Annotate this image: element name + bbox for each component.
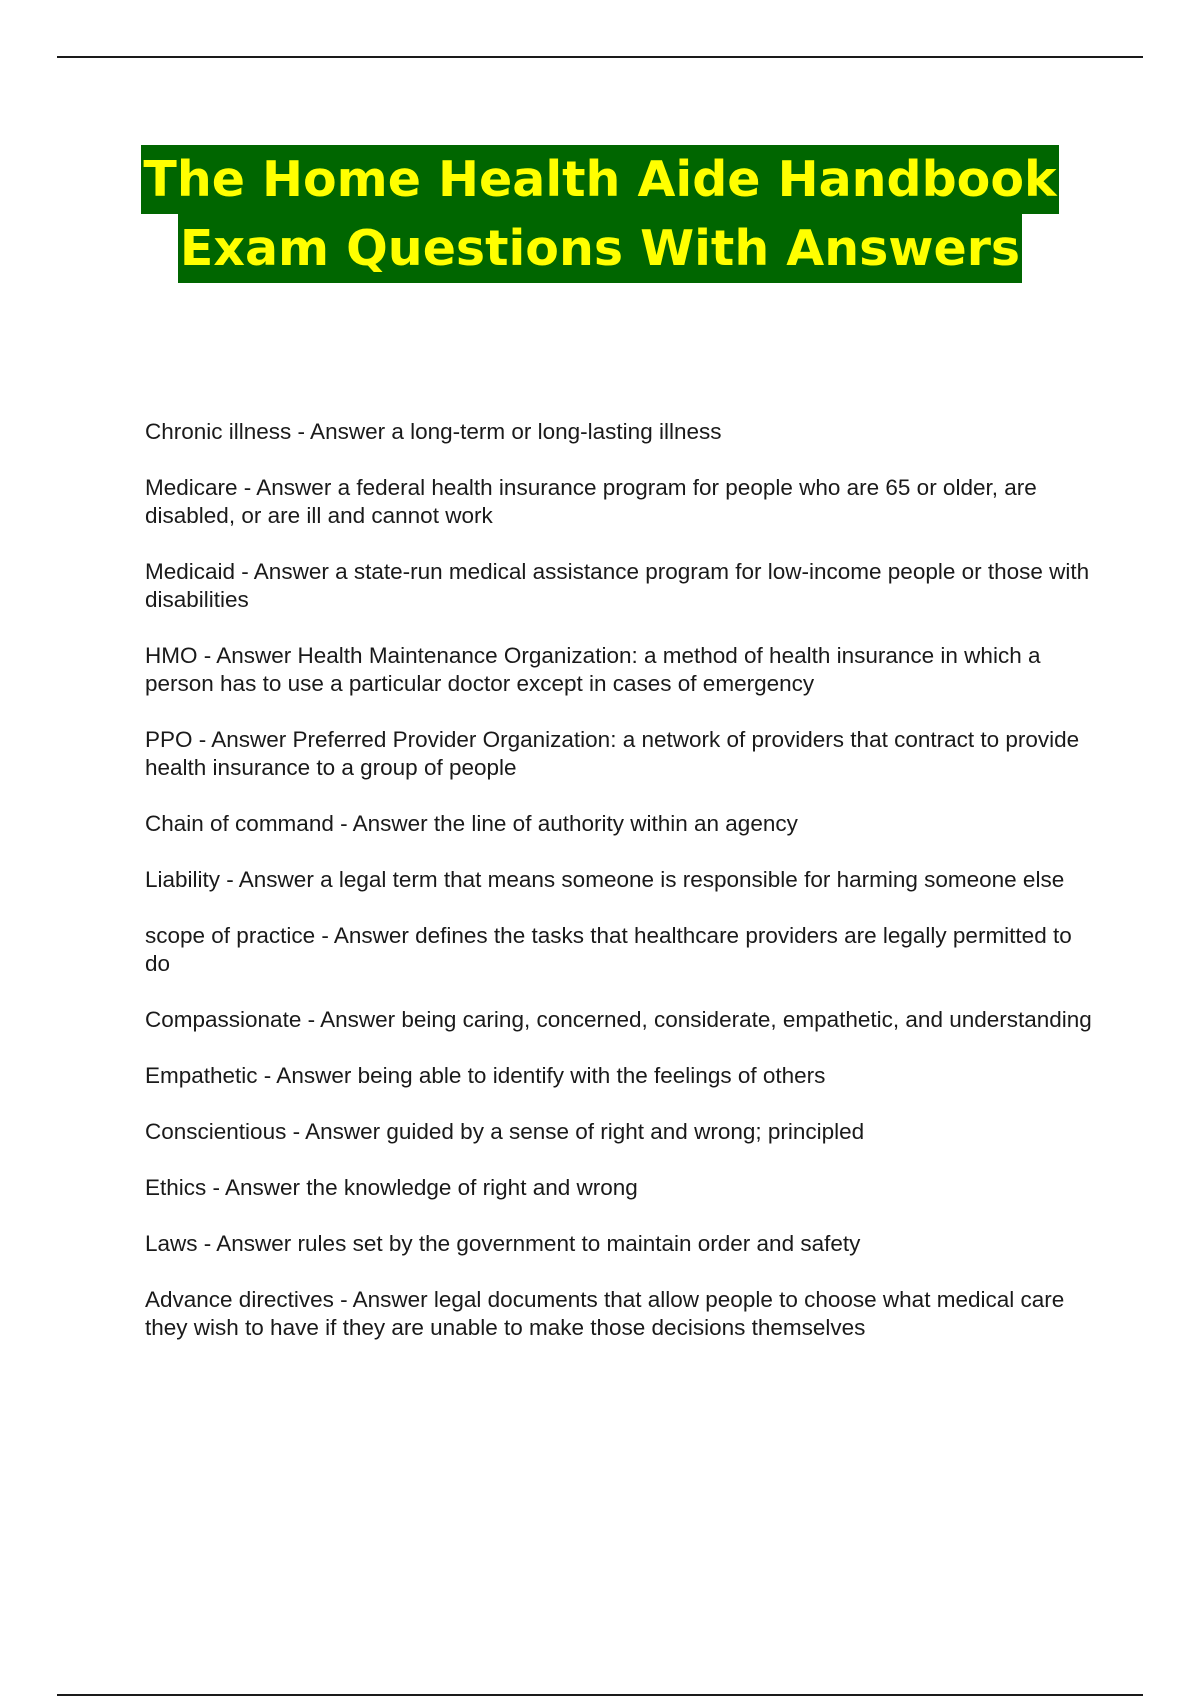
- qa-entry-scope-of-practice: scope of practice - Answer defines the tasks that healthcare providers are legally permitted to do: [145, 923, 1072, 976]
- qa-entry-hmo: HMO - Answer Health Maintenance Organization: a method of health insurance in which a person has to use a particular doctor except in cases of emergency: [145, 643, 1041, 696]
- top-rule: [57, 56, 1143, 58]
- document-title: [0, 145, 1200, 283]
- qa-entry-ethics: Ethics - Answer the knowledge of right and wrong: [145, 1175, 638, 1200]
- qa-entry-ppo: PPO - Answer Preferred Provider Organization: a network of providers that contract to provide health insurance to a group of people: [145, 727, 1080, 780]
- qa-entry-medicare: Medicare - Answer a federal health insurance program for people who are 65 or older, are disabled, or are ill and cannot work: [145, 475, 1037, 528]
- qa-entry-advance-directives: Advance directives - Answer legal documents that allow people to choose what medical care they wish to have if they are unable to make those decisions themselves: [145, 1287, 1065, 1340]
- qa-entry-medicaid: Medicaid - Answer a state-run medical assistance program for low-income people or those with disabilities: [145, 559, 1090, 612]
- qa-entry-conscientious: Conscientious - Answer guided by a sense of right and wrong; principled: [145, 1119, 865, 1144]
- qa-entry-compassionate: Compassionate - Answer being caring, concerned, considerate, empathetic, and understanding: [145, 1007, 1092, 1032]
- title-line-1: The Home Health Aide Handbook: [141, 145, 1058, 214]
- qa-entry-liability: Liability - Answer a legal term that means someone is responsible for harming someone else: [145, 867, 1065, 892]
- qa-entry-empathetic: Empathetic - Answer being able to identify with the feelings of others: [145, 1063, 826, 1088]
- title-line-2: Exam Questions With Answers: [178, 214, 1022, 283]
- qa-entry-chain-of-command: Chain of command - Answer the line of authority within an agency: [145, 811, 798, 836]
- bottom-rule: [57, 1694, 1143, 1696]
- qa-entry-laws: Laws - Answer rules set by the government to maintain order and safety: [145, 1231, 861, 1256]
- qa-entry-chronic-illness: Chronic illness - Answer a long-term or long-lasting illness: [145, 419, 722, 444]
- qa-list: [145, 418, 1095, 1370]
